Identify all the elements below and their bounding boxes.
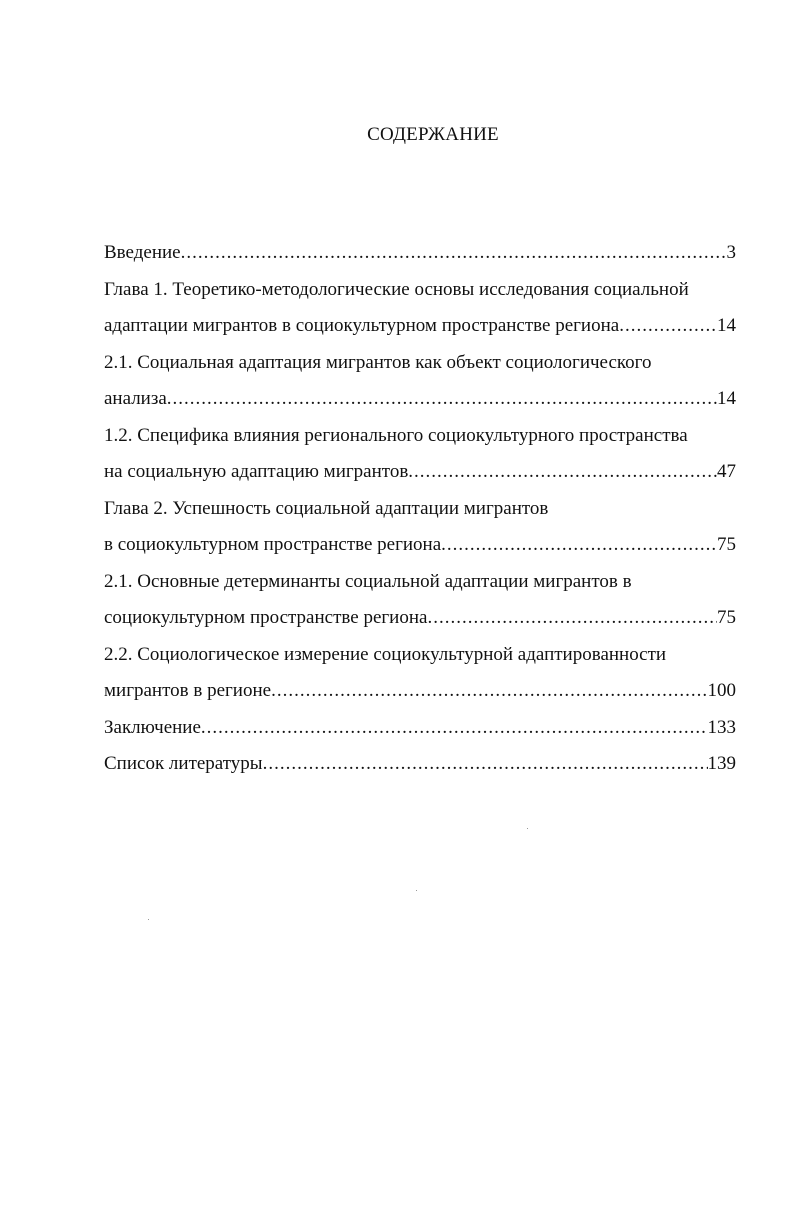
page-title: СОДЕРЖАНИЕ	[367, 124, 499, 145]
toc-heading-line: 2.1. Социальная адаптация мигрантов как объект социологического	[104, 351, 652, 373]
dot-leader	[167, 384, 717, 414]
dot-leader	[408, 457, 717, 487]
toc-heading-line: Глава 2. Успешность социальной адаптации мигрантов	[104, 497, 549, 519]
toc-heading-line: 1.2. Специфика влияния регионального социокультурного пространства	[104, 424, 688, 446]
toc-entry-label: анализа	[104, 388, 167, 409]
toc-page-number: 14	[717, 388, 736, 409]
toc-entry-section-1-1[interactable]	[104, 384, 736, 421]
toc-entry-label: Список литературы	[104, 753, 263, 774]
dot-leader	[271, 676, 707, 706]
toc-entry-label: адаптации мигрантов в социокультурном пространстве региона	[104, 315, 620, 336]
toc-page-number: 139	[707, 753, 736, 774]
toc-heading-line: 2.2. Социологическое измерение социокультурной адаптированности	[104, 643, 667, 665]
toc-entry-conclusion[interactable]	[104, 713, 736, 750]
scan-speck	[527, 828, 528, 829]
toc-entry-label: Заключение	[104, 716, 201, 738]
dot-leader	[427, 603, 717, 633]
toc-entry-label: в социокультурном пространстве региона	[104, 534, 442, 555]
dot-leader	[181, 238, 727, 268]
dot-leader	[441, 530, 717, 560]
scan-speck	[148, 919, 149, 920]
toc-page-number: 14	[717, 315, 736, 336]
toc-page-number: 133	[707, 716, 736, 738]
toc-heading-line: Глава 1. Теоретико-методологические основы исследования социальной	[104, 278, 689, 300]
toc-entry-chapter-2[interactable]	[104, 530, 736, 567]
toc-entry-label: социокультурном пространстве региона	[104, 607, 428, 628]
dot-leader	[619, 311, 717, 341]
toc-entry-section-1-2[interactable]	[104, 457, 736, 494]
toc-entry-introduction[interactable]	[104, 238, 736, 275]
toc-page-number: 100	[707, 680, 736, 701]
toc-entry-label: мигрантов в регионе	[104, 680, 272, 701]
toc-page-number: 3	[726, 242, 736, 263]
scan-speck	[416, 890, 417, 891]
toc-entry-section-2-1[interactable]	[104, 603, 736, 640]
toc-entry-bibliography[interactable]	[104, 749, 736, 786]
dot-leader	[263, 749, 708, 779]
dot-leader	[201, 713, 708, 743]
table-of-contents	[104, 238, 736, 786]
toc-page-number: 47	[717, 461, 736, 482]
toc-page-number: 75	[717, 534, 736, 555]
toc-entry-label: Введение	[104, 242, 181, 263]
toc-entry-section-2-2[interactable]	[104, 676, 736, 713]
toc-heading-line: 2.1. Основные детерминанты социальной адаптации мигрантов в	[104, 570, 632, 592]
toc-entry-chapter-1[interactable]	[104, 311, 736, 348]
toc-page-number: 75	[717, 607, 736, 628]
toc-entry-label: на социальную адаптацию мигрантов	[104, 461, 409, 482]
